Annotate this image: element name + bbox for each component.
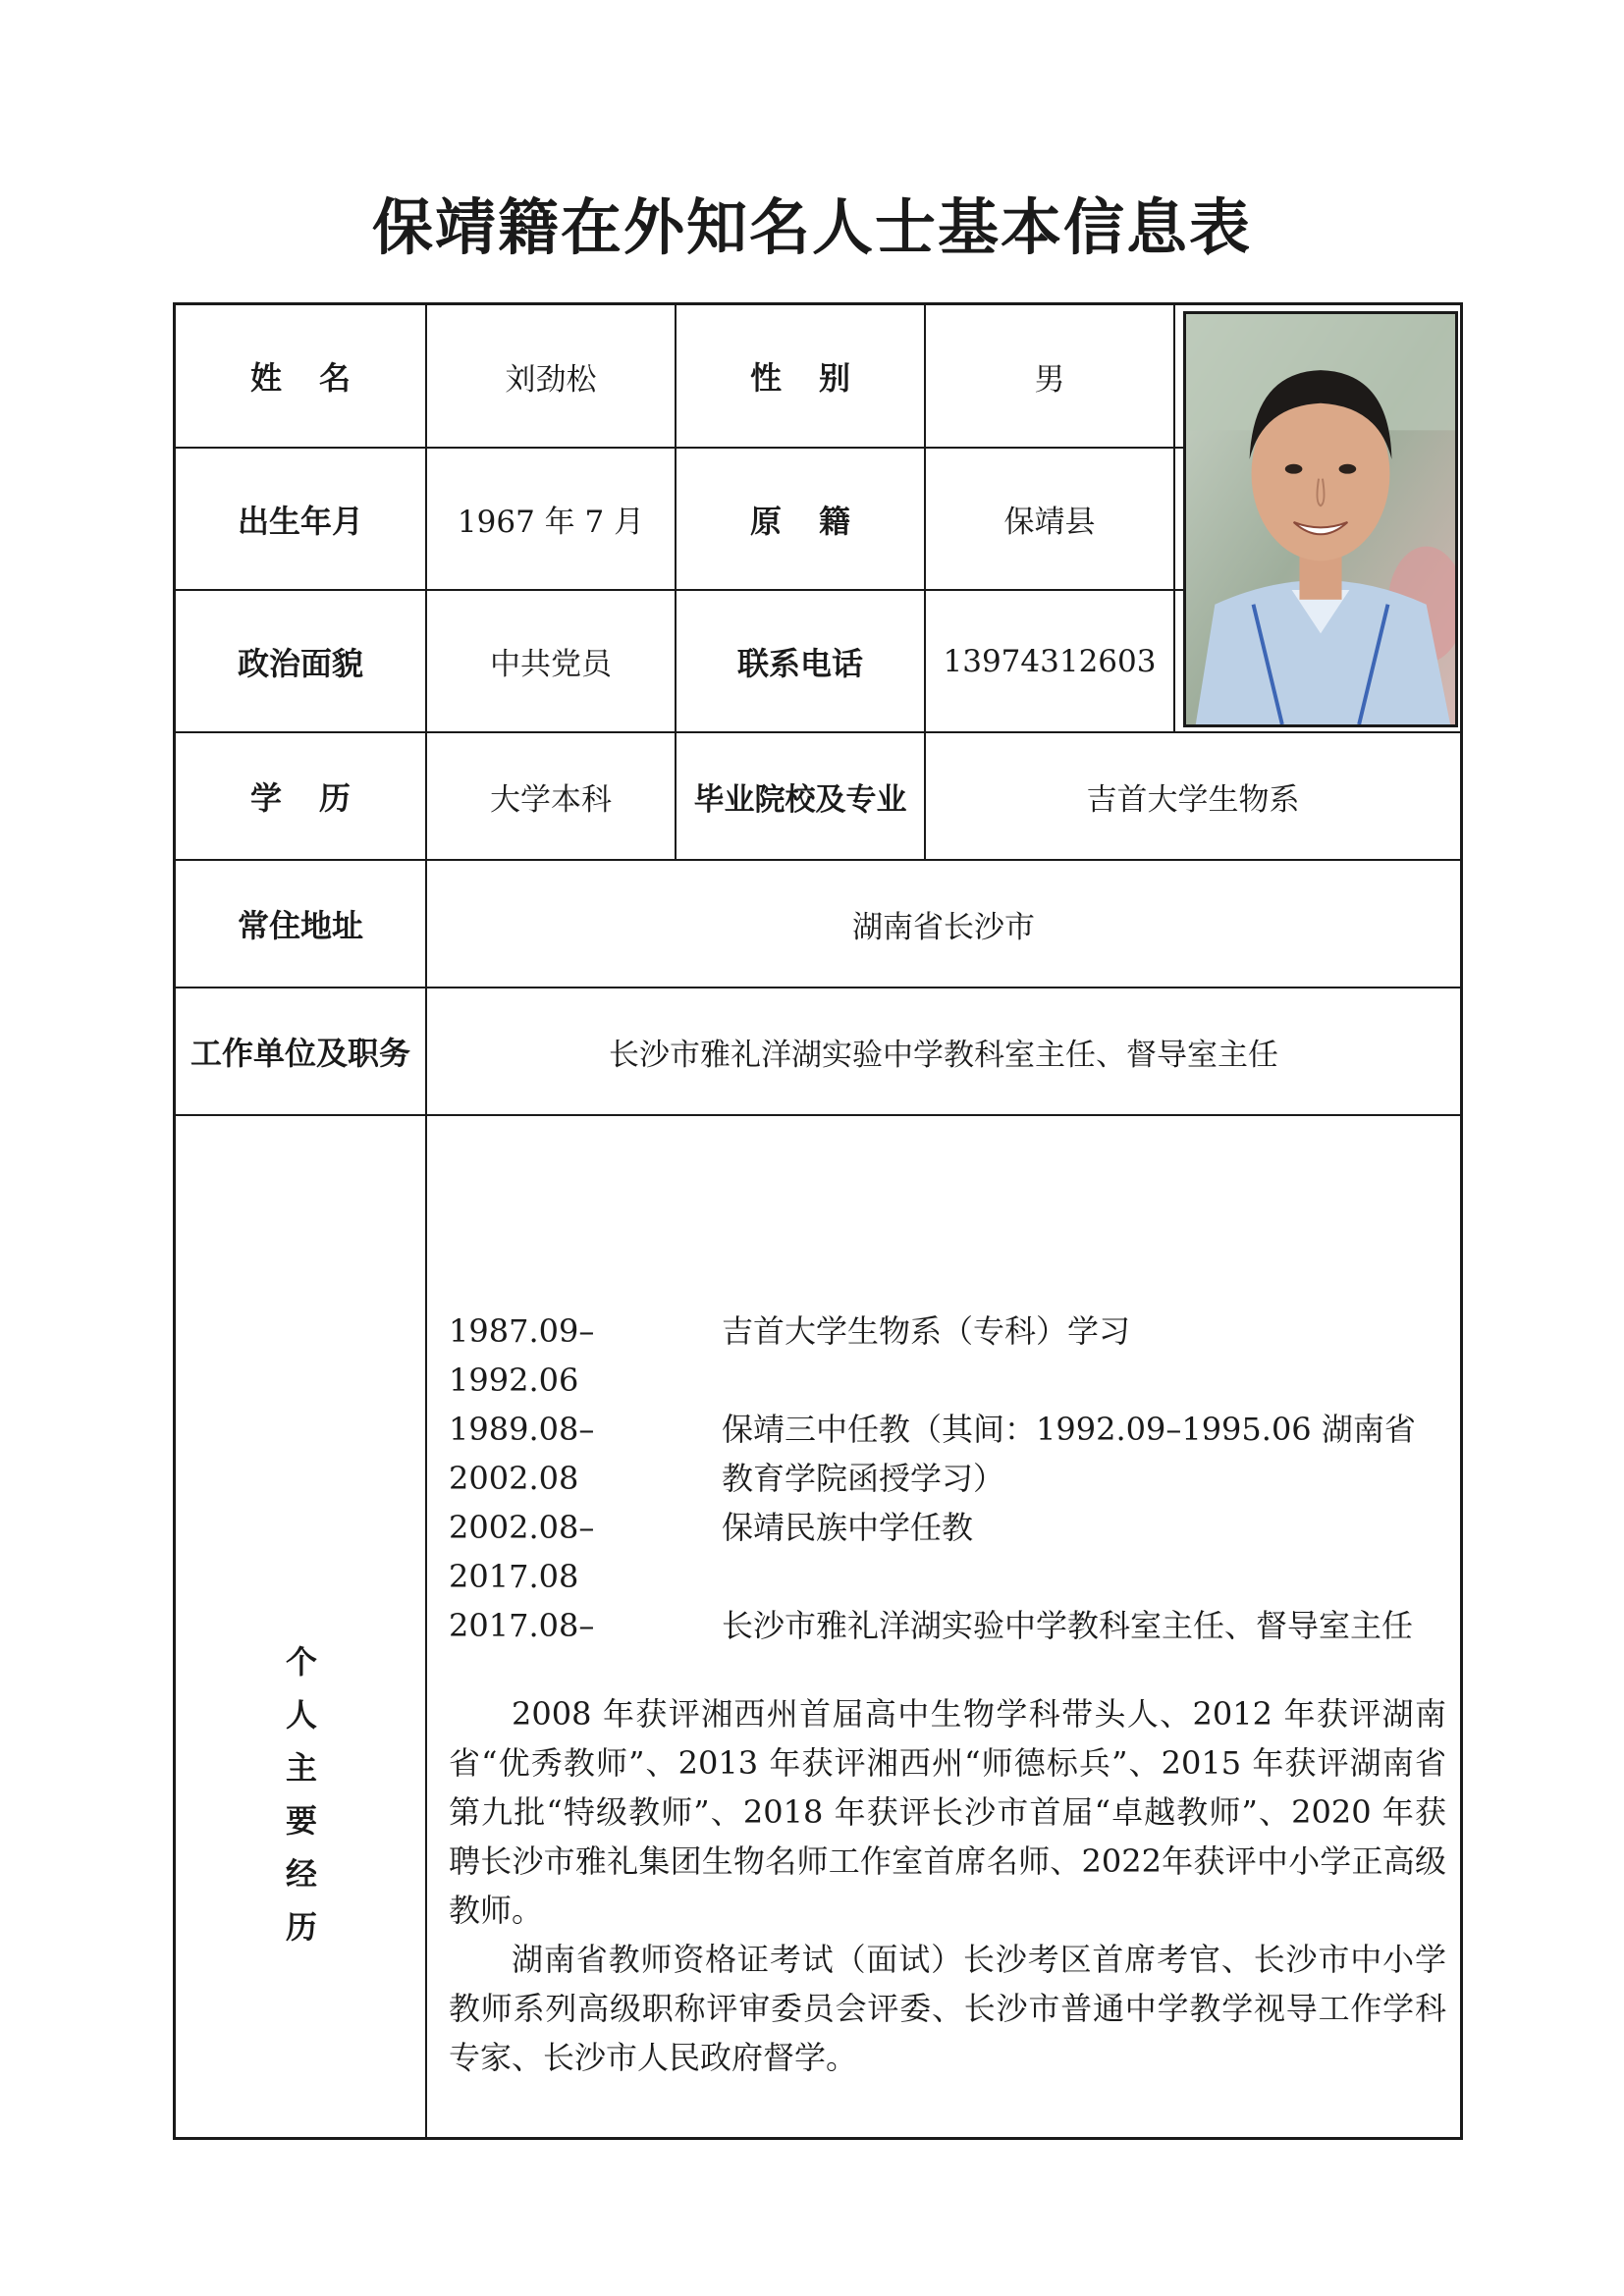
timeline-date: 1989.08–2002.08: [449, 1411, 595, 1497]
timeline-row: [449, 1601, 1446, 1650]
experience-content: [449, 1307, 1446, 2082]
label-experience-char: 经: [285, 1855, 317, 1893]
column-divider: [1173, 305, 1175, 731]
timeline-desc: 保靖民族中学任教: [722, 1509, 974, 1546]
roles-paragraph: 湖南省教师资格证考试（面试）长沙考区首席考官、长沙市中小学教师系列高级职称评审委员会评委、长沙市普通中学教学视导工作学科专家、长沙市人民政府督学。: [449, 1941, 1446, 2076]
label-experience-char: 人: [285, 1696, 317, 1734]
label-gender: 性别: [749, 359, 888, 397]
info-table: [173, 302, 1463, 2140]
value-birth: 1967 年 7 月: [457, 505, 645, 540]
value-origin: 保靖县: [1003, 505, 1096, 540]
timeline-row: [449, 1405, 1446, 1503]
label-education: 学历: [249, 779, 388, 817]
row-divider: [176, 1114, 1460, 1116]
label-address: 常住地址: [237, 907, 363, 944]
timeline-desc: 长沙市雅礼洋湖实验中学教科室主任、督导室主任: [722, 1607, 1414, 1644]
value-phone: 13974312603: [943, 643, 1157, 679]
value-political: 中共党员: [490, 647, 612, 682]
label-work: 工作单位及职务: [189, 1035, 410, 1072]
honors-paragraph: 2008 年获评湘西州首届高中生物学科带头人、2012 年获评湖南省“优秀教师”、2013 年获评湘西州“师德标兵”、2015 年获评湖南省第九批“特级教师”、2018 年获评长沙市首届“卓越教师”、2020 年获聘长沙市雅礼集团生物名师工作室首席名师、2022年获评中小学正高级教师。: [449, 1695, 1446, 1929]
timeline-row: [449, 1307, 1446, 1405]
value-name: 刘劲松: [505, 361, 597, 398]
value-education: 大学本科: [490, 781, 612, 818]
label-experience-char: 主: [285, 1749, 317, 1787]
label-experience: [176, 1450, 427, 2139]
label-experience-char: 要: [285, 1802, 317, 1840]
label-experience-char: 个: [285, 1643, 317, 1681]
timeline-date: 2017.08–: [449, 1607, 595, 1644]
timeline-date: 2002.08–2017.08: [449, 1509, 595, 1595]
label-phone: 联系电话: [736, 644, 863, 682]
timeline-date: 1987.09–1992.06: [449, 1312, 595, 1399]
label-birth: 出生年月: [237, 502, 363, 540]
value-school: 吉首大学生物系: [1086, 781, 1300, 818]
label-name: 姓名: [249, 359, 388, 397]
label-experience-char: 历: [285, 1908, 317, 1946]
timeline-desc: 保靖三中任教（其间：1992.09–1995.06 湖南省教育学院函授学习）: [722, 1411, 1416, 1497]
value-gender: 男: [1034, 361, 1065, 398]
value-work: 长沙市雅礼洋湖实验中学教科室主任、督导室主任: [609, 1037, 1278, 1073]
timeline-desc: 吉首大学生物系（专科）学习: [722, 1312, 1131, 1350]
portrait-photo: [1183, 311, 1458, 727]
portrait-illustration: [1186, 314, 1455, 724]
label-origin: 原籍: [749, 502, 888, 540]
label-political: 政治面貌: [237, 644, 363, 682]
timeline-row: [449, 1503, 1446, 1601]
value-address: 湖南省长沙市: [852, 909, 1035, 945]
label-school: 毕业院校及专业: [693, 781, 907, 818]
document-title: 保靖籍在外知名人士基本信息表: [371, 191, 1252, 263]
